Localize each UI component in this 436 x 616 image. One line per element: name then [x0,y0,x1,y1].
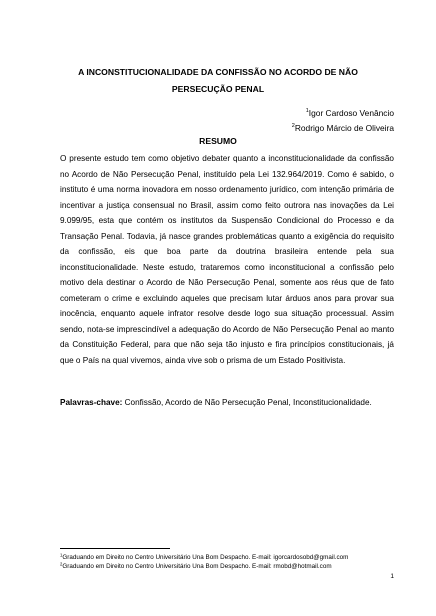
page-number: 1 [390,573,394,580]
author-1 [292,106,394,121]
footnote-divider [60,548,170,549]
author-2-name: Rodrigo Márcio de Oliveira [294,123,394,133]
footnote-1-marker: 1 [60,552,63,558]
footnote-2-text: Graduando em Direito no Centro Universitário Una Bom Despacho. E-mail: rmobd@hotmail.com [62,562,332,570]
author-2-marker: 2 [291,123,295,129]
author-list [292,106,394,136]
abstract-heading: RESUMO [199,136,237,146]
footnote-2 [60,563,400,572]
keywords-text: Confissão, Acordo de Não Persecução Penal, Inconstitucionalidade. [124,398,372,407]
footnote-1-text: Graduando em Direito no Centro Universitário Una Bom Despacho. E-mail: igorcardosobd@gmail.com [62,554,349,561]
keywords-line [60,396,394,410]
footnote-1 [60,554,400,563]
author-1-name: Igor Cardoso Venâncio [308,108,394,118]
footnotes [60,554,400,571]
author-1-marker: 1 [305,108,309,114]
abstract-body: O presente estudo tem como objetivo debater quanto a inconstitucionalidade da confissão no Acordo de Não Persecução Penal, instituído pela Lei 132.964/2019. Como é sabido, o instituto é uma norma inovadora em nosso ordenamento jurídico, com intenção primária de incentivar a justiça consensual no Brasil, assim como feito outrora nas inovações da Lei 9.099/95, esta que contém os institutos da Suspensão Condicional do Processo e da Transação Penal. Todavia, já nasce grandes problemáticas quanto a exigência do requisito da confissão, eis que boa parte da doutrina brasileira entende pela sua inconstitucionalidade. Neste estudo, trataremos como inconstitucional a confissão pelo motivo dela destinar o Acordo de Não Persecução Penal, somente aos réus que de fato cometeram o crime e excluindo aqueles que precisam lutar árduos anos para provar sua inocência, enquanto aquele infrator resolve desde logo sua situação processual. Assim sendo, nota-se imprescindível a adequação do Acordo de Não Persecução Penal ao manto da Constituição Federal, para que não seja tão injusto e fira princípios constitucionais, já que o País na qual vivemos, ainda vive sob o prisma de um Estado Positivista. [60,154,394,365]
keywords-label: Palavras-chave: [60,398,123,407]
paper-title: A INCONSTITUCIONALIDADE DA CONFISSÃO NO ACORDO DE NÃO PERSECUÇÃO PENAL [78,67,358,94]
author-2 [292,121,394,136]
footnote-2-marker: 2 [60,561,63,567]
